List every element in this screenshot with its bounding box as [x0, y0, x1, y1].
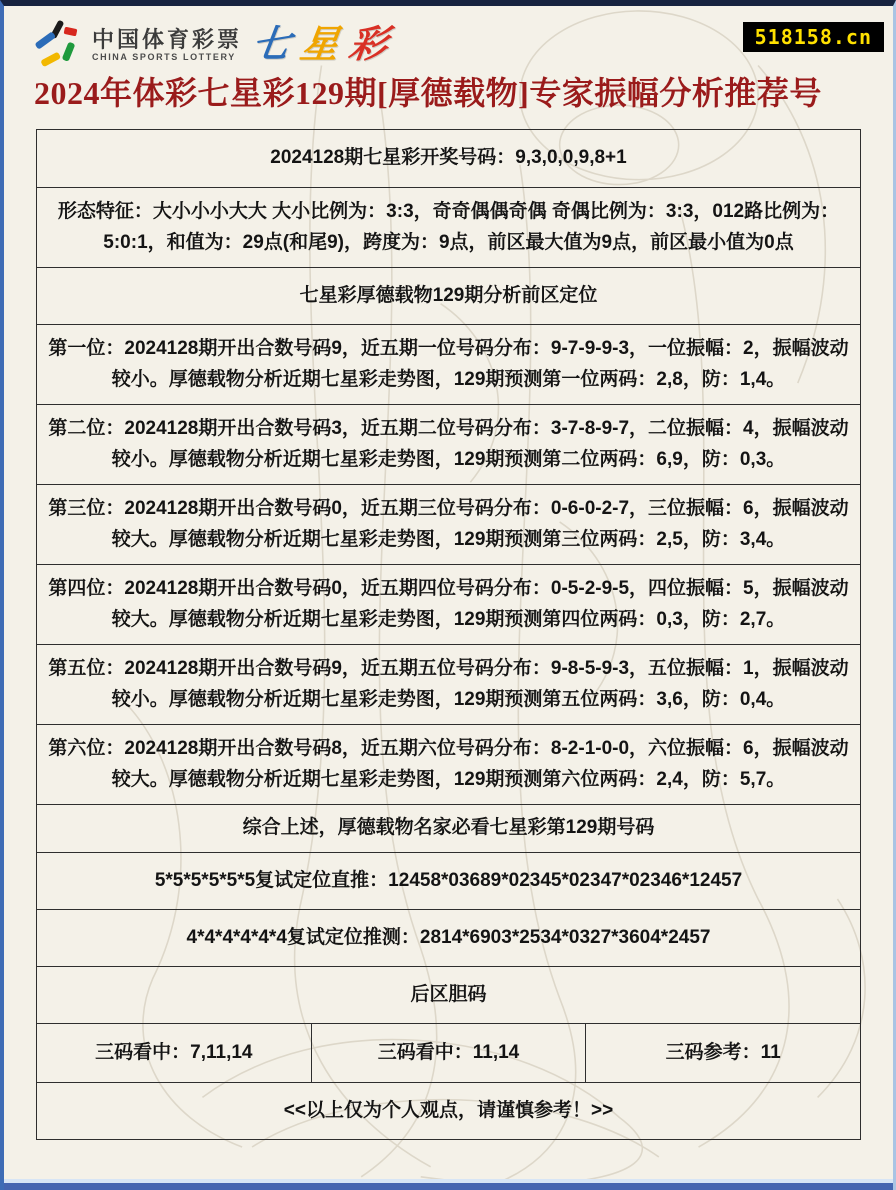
position-6-analysis: 第六位：2024128期开出合数号码8，近五期六位号码分布：8-2-1-0-0，六位振幅：6，振幅波动较大。厚德载物分析近期七星彩走势图，129期预测第六位两码：2,4，防：5,7。 [37, 724, 860, 804]
position-5-analysis: 第五位：2024128期开出合数号码9，近五期五位号码分布：9-8-5-9-3，五位振幅：1，振幅波动较小。厚德载物分析近期七星彩走势图，129期预测第五位两码：3,6，防：0,4。 [37, 644, 860, 724]
back-zone-title-row: 后区胆码 [37, 966, 860, 1023]
logo-en-text: CHINA SPORTS LOTTERY [92, 51, 236, 62]
summary-row: 综合上述，厚德载物名家必看七星彩第129期号码 [37, 804, 860, 852]
combo-5x6-row: 5*5*5*5*5*5复试定位直推：12458*03689*02345*02347*02346*12457 [37, 852, 860, 909]
back-zone-picks-row [37, 1023, 860, 1082]
back-zone-pick-1: 三码看中：7,11,14 [95, 1041, 253, 1063]
position-2-analysis: 第二位：2024128期开出合数号码3，近五期二位号码分布：3-7-8-9-7，二位振幅：4，振幅波动较小。厚德载物分析近期七星彩走势图，129期预测第二位两码：6,9，防：0,3。 [37, 404, 860, 484]
sports-lottery-logo [28, 18, 391, 72]
analysis-table [36, 129, 861, 1140]
back-zone-pick-3: 三码参考：11 [585, 1024, 860, 1082]
sports-lottery-logo-icon [28, 18, 86, 72]
back-zone-pick-2: 三码看中：11,14 [311, 1024, 586, 1082]
position-1-analysis: 第一位：2024128期开出合数号码9，近五期一位号码分布：9-7-9-9-3，一位振幅：2，振幅波动较小。厚德载物分析近期七星彩走势图，129期预测第一位两码：2,8，防：1,4。 [37, 324, 860, 404]
logo-wordmark [92, 28, 242, 61]
page-title: 2024年体彩七星彩129期[厚德载物]专家振幅分析推荐号 [34, 75, 822, 111]
pattern-feature-row: 形态特征：大小小小大大 大小比例为：3:3，奇奇偶偶奇偶 奇偶比例为：3:3，012路比例为：5:0:1，和值为：29点(和尾9)，跨度为：9点，前区最大值为9点，前区最小值为0点 [37, 187, 860, 267]
product-name [249, 26, 390, 64]
position-4-analysis: 第四位：2024128期开出合数号码0，近五期四位号码分布：0-5-2-9-5，四位振幅：5，振幅波动较大。厚德载物分析近期七星彩走势图，129期预测第四位两码：0,3，防：2,7。 [37, 564, 860, 644]
page-header [4, 6, 893, 120]
combo-4x6-row: 4*4*4*4*4*4复试定位推测：2814*6903*2534*0327*3604*2457 [37, 909, 860, 966]
draw-result-row: 2024128期七星彩开奖号码：9,3,0,0,9,8+1 [270, 147, 627, 169]
product-char-2: 星 [297, 24, 342, 66]
logo-cn-text: 中国体育彩票 [92, 27, 243, 53]
bottom-blue-bar [4, 1183, 893, 1190]
disclaimer-row: <<以上仅为个人观点，请谨慎参考！>> [37, 1082, 860, 1139]
position-3-analysis: 第三位：2024128期开出合数号码0，近五期三位号码分布：0-6-0-2-7，三位振幅：6，振幅波动较大。厚德载物分析近期七星彩走势图，129期预测第三位两码：2,5，防：3,4。 [37, 484, 860, 564]
product-char-1: 七 [249, 24, 293, 66]
section-title-row: 七星彩厚德载物129期分析前区定位 [37, 267, 860, 324]
site-badge: 518158.cn [743, 22, 884, 52]
product-char-3: 彩 [346, 24, 391, 66]
